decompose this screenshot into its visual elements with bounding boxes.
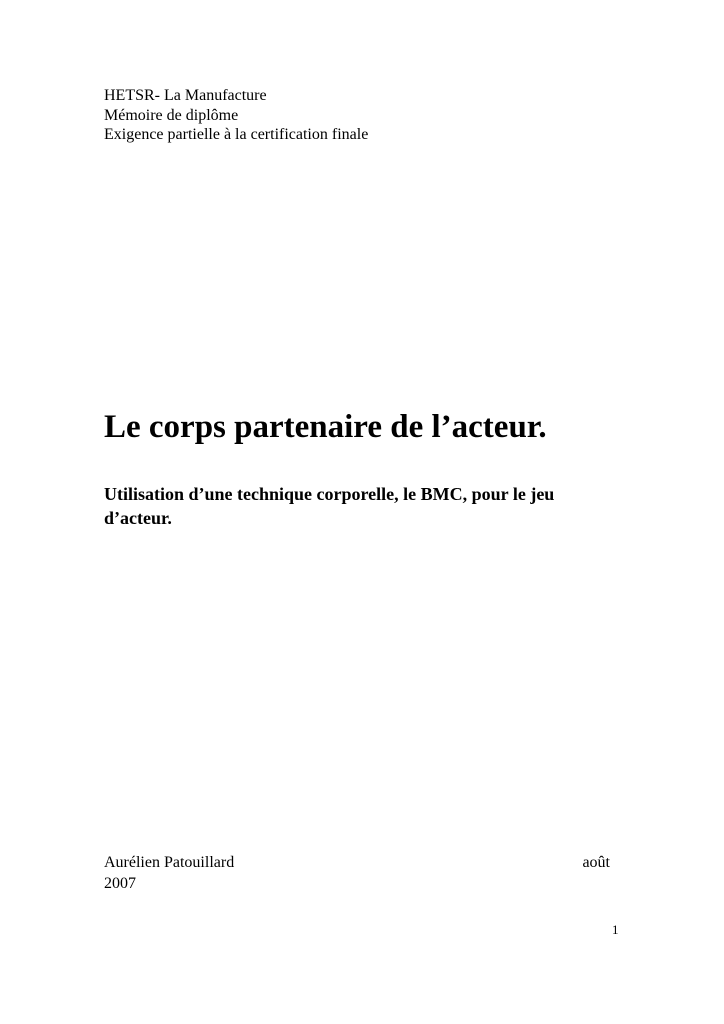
- document-subtitle: Utilisation d’une technique corporelle, le BMC, pour le jeu d’acteur.: [104, 484, 555, 528]
- document-type: Mémoire de diplôme: [104, 106, 239, 124]
- date-year: 2007: [104, 875, 136, 892]
- requirement-note: Exigence partielle à la certification finale: [104, 126, 369, 143]
- date-month: août: [582, 854, 610, 871]
- page-number: 1: [612, 922, 619, 937]
- institution-name: HETSR- La Manufacture: [104, 87, 267, 104]
- footer-block: [104, 852, 610, 894]
- header-block: [104, 86, 368, 145]
- footer-row: [104, 852, 610, 873]
- author-name: Aurélien Patouillard: [104, 854, 235, 871]
- document-title: Le corps partenaire de l’acteur.: [104, 409, 547, 445]
